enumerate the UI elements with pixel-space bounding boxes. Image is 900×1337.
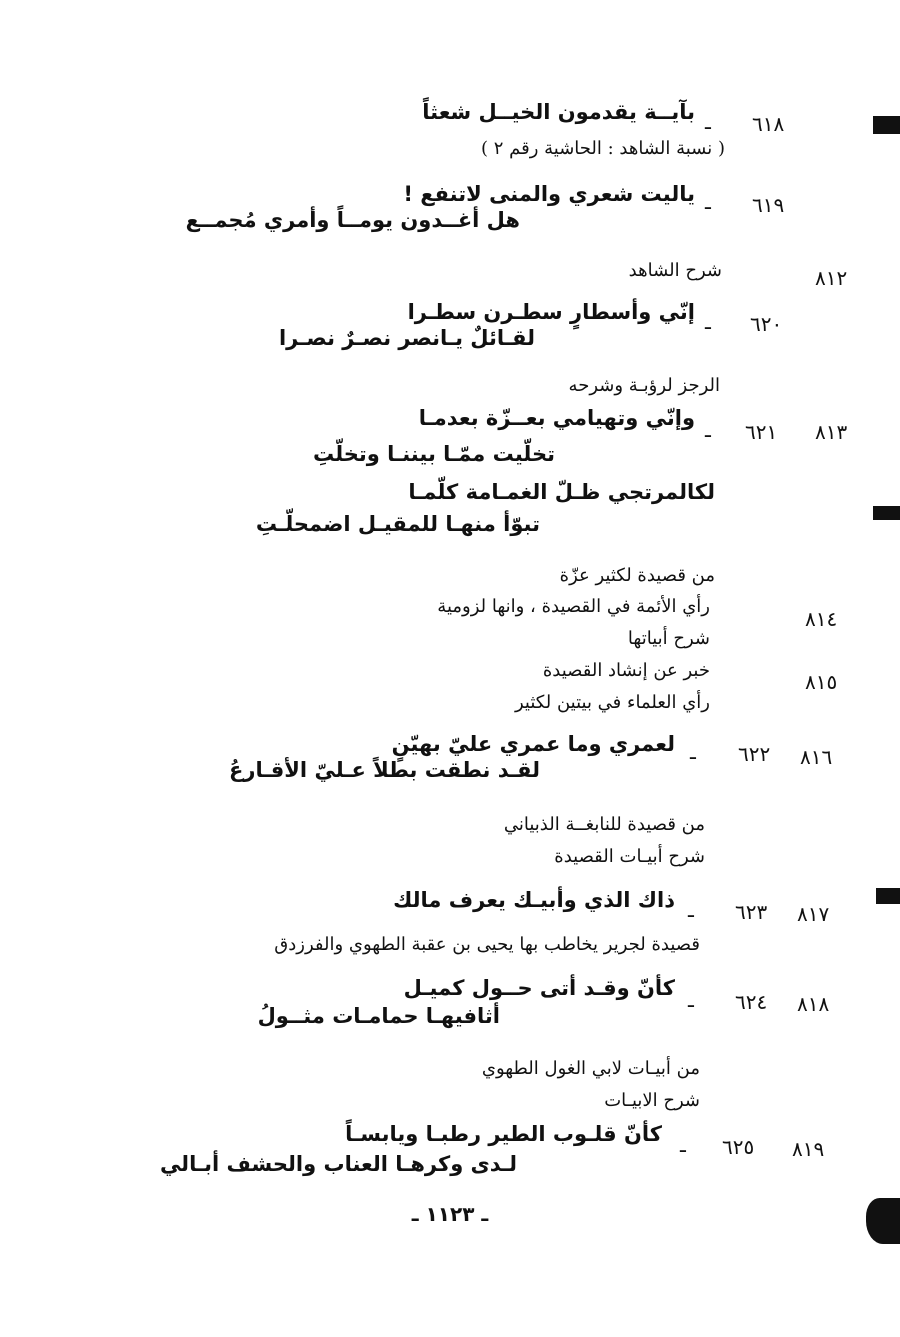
- dash: ـ: [680, 1133, 686, 1157]
- dash: ـ: [705, 310, 711, 334]
- attribution-note: ( نسبة الشاهد : الحاشية رقم ٢ ): [481, 138, 725, 159]
- verse-number: ٦٢٥: [722, 1135, 755, 1159]
- verse-line: لقـائلٌ يـانصر نصـرٌ نصـرا: [278, 326, 535, 350]
- page-reference: ٨١٧: [797, 902, 830, 926]
- page-reference: ٨١٨: [797, 992, 830, 1016]
- page-reference: ٨١٤: [805, 607, 838, 631]
- dash: ـ: [688, 988, 694, 1012]
- page-reference: ٨١٢: [815, 266, 848, 290]
- dash: ـ: [688, 898, 694, 922]
- verse-line: إنّي وأسطارٍ سطـرن سطـرا: [407, 300, 695, 324]
- verse-line: ذاك الذي وأبيـك يعرف مالك: [393, 888, 675, 912]
- page-reference: ٨١٩: [792, 1137, 825, 1161]
- verse-number: ٦٢٢: [738, 742, 771, 766]
- verse-line: بآيــة يقدمون الخيــل شعثاً: [422, 100, 695, 124]
- dash: ـ: [705, 110, 711, 134]
- section-label: شرح أبيـات القصيدة: [554, 846, 705, 867]
- verse-line: كأنّ وقـد أتى حــول كميـل: [403, 976, 675, 1000]
- verse-line: لقـد نطقت بطلاً عـليّ الأقـارعُ: [229, 758, 540, 782]
- section-label: من أبيـات لابي الغول الطهوي: [481, 1058, 700, 1079]
- section-label: شرح الابيـات: [604, 1090, 700, 1111]
- verse-line: ياليت شعري والمنى لاتنفع !: [403, 182, 695, 206]
- verse-number: ٦١٩: [752, 193, 785, 217]
- scan-edge-mark: [866, 1198, 900, 1244]
- section-label: شرح الشاهد: [628, 260, 722, 281]
- verse-line: لـدى وكرهـا العناب والحشف أبـالي: [159, 1152, 517, 1176]
- verse-line: تخلّيت ممّـا بيننـا وتخلّتِ: [312, 442, 555, 466]
- verse-line: هل أغــدون يومــاً وأمري مُجمــع: [185, 208, 520, 232]
- verse-number: ٦٢٣: [735, 900, 768, 924]
- section-label: الرجز لرؤبـة وشرحه: [568, 375, 720, 396]
- page-reference: ٨١٥: [805, 670, 838, 694]
- page-number: ـ ١١٢٣ ـ: [411, 1202, 489, 1226]
- verse-line: وإنّي وتهيامي بعــزّة بعدمـا: [418, 406, 695, 430]
- verse-line: أثافيهـا حمامـات مثــولُ: [257, 1004, 500, 1028]
- section-label: رأي الأئمة في القصيدة ، وانها لزومية: [437, 596, 710, 617]
- verse-number: ٦١٨: [752, 112, 785, 136]
- scan-edge-mark: [873, 506, 900, 520]
- dash: ـ: [705, 190, 711, 214]
- section-label: من قصيدة للنابغــة الذبياني: [503, 814, 705, 835]
- scan-edge-mark: [876, 888, 900, 904]
- section-label: رأي العلماء في بيتين لكثير: [515, 692, 710, 713]
- section-label: شرح أبياتها: [627, 628, 710, 649]
- verse-number: ٦٢١: [745, 420, 778, 444]
- verse-line: لعمري وما عمري عليّ بهيّنٍ: [391, 732, 675, 756]
- page-reference: ٨١٦: [800, 745, 833, 769]
- dash: ـ: [705, 418, 711, 442]
- verse-line: كأنّ قلـوب الطير رطبـا ويابسـاً: [345, 1122, 662, 1146]
- dash: ـ: [690, 740, 696, 764]
- verse-number: ٦٢٠: [750, 312, 783, 336]
- scan-edge-mark: [873, 116, 900, 134]
- verse-number: ٦٢٤: [735, 990, 768, 1014]
- page-reference: ٨١٣: [815, 420, 848, 444]
- section-label: خبر عن إنشاد القصيدة: [542, 660, 710, 681]
- verse-line: تبوّأ منهـا للمقيـل اضمحلّـتِ: [255, 512, 540, 536]
- section-label: قصيدة لجرير يخاطب بها يحيى بن عقبة الطهوي والفرزدق: [274, 934, 700, 955]
- section-label: من قصيدة لكثير عزّة: [559, 565, 715, 586]
- verse-line: لكالمرتجي ظـلّ الغمـامة كلّمـا: [408, 480, 715, 504]
